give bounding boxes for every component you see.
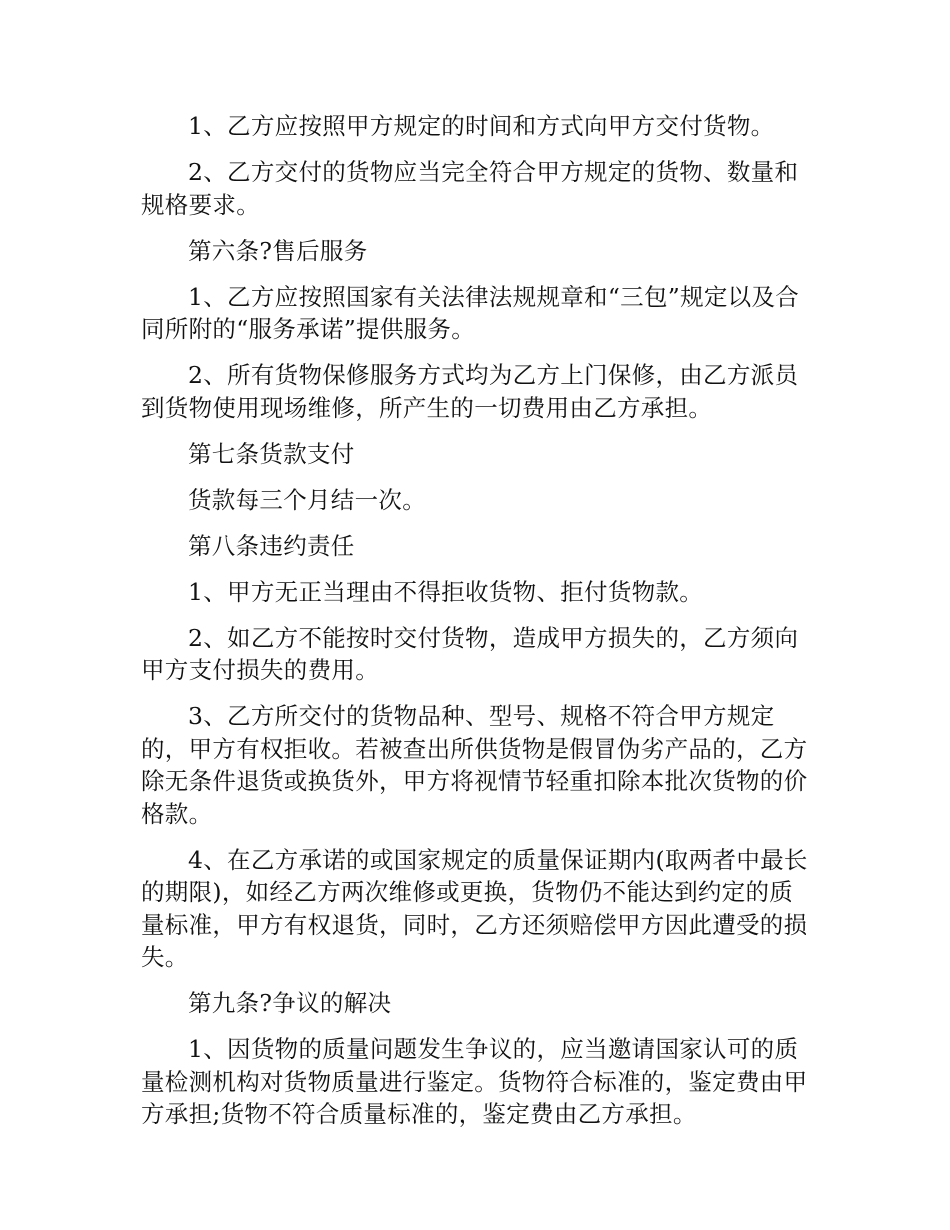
clause-onsite-repair: 2、所有货物保修服务方式均为乙方上门保修，由乙方派员到货物使用现场维修，所产生的一切费用由乙方承担。 [141,361,799,422]
section-heading-after-sales: 第六条?售后服务 [188,236,368,265]
clause-delivery-time: 1、乙方应按照甲方规定的时间和方式向甲方交付货物。 [188,112,775,140]
clause-payment-cycle: 货款每三个月结一次。 [188,485,426,514]
clause-late-delivery: 2、如乙方不能按时交付货物，造成甲方损失的，乙方须向甲方支付损失的费用。 [141,623,799,684]
clause-service-commitment: 1、乙方应按照国家有关法律法规规章和“三包”规定以及合同所附的“服务承诺”提供服务。 [141,282,800,343]
section-heading-liability: 第八条违约责任 [188,531,355,560]
section-heading-payment: 第七条货款支付 [188,439,355,468]
clause-no-rejection: 1、甲方无正当理由不得拒收货物、拒付货物款。 [188,577,704,606]
section-heading-dispute: 第九条?争议的解决 [188,989,392,1017]
clause-delivery-spec: 2、乙方交付的货物应当完全符合甲方规定的货物、数量和规格要求。 [141,158,799,219]
clause-warranty-return: 4、在乙方承诺的或国家规定的质量保证期内(取两者中最长的期限)，如经乙方两次维修或更换，货物仍不能达到约定的质量标准，甲方有权退货，同时，乙方还须赔偿甲方因此遭受的损失。 [141,845,808,971]
clause-nonconforming-goods: 3、乙方所交付的货物品种、型号、规格不符合甲方规定的，甲方有权拒收。若被查出所供货物是假冒伪劣产品的，乙方除无条件退货或换货外，甲方将视情节轻重扣除本批次货物的价格款。 [141,702,808,828]
clause-quality-inspection: 1、因货物的质量问题发生争议的，应当邀请国家认可的质量检测机构对货物质量进行鉴定。货物符合标准的，鉴定费由甲方承担;货物不符合质量标准的，鉴定费由乙方承担。 [141,1035,808,1128]
